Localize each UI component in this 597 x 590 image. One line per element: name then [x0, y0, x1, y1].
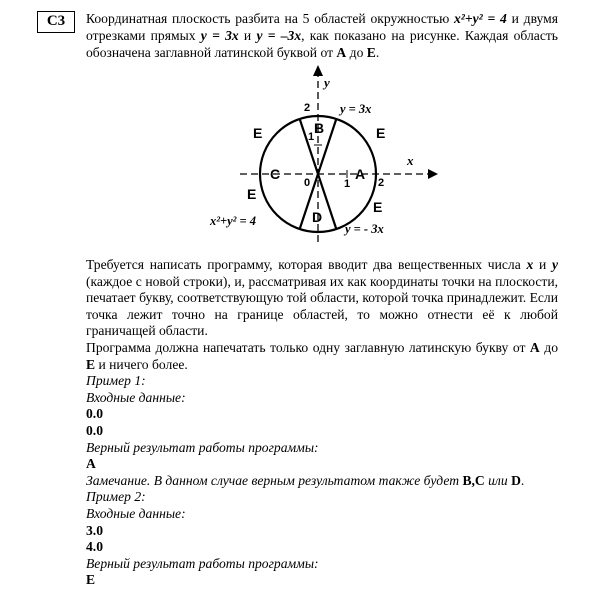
region-label-e-top-left: E — [253, 125, 263, 141]
intro-text: . — [375, 45, 380, 60]
letter-from: A — [336, 45, 347, 60]
tick-label-x-1: 1 — [344, 178, 351, 190]
example-2-input-label: Входные данные: — [86, 505, 186, 521]
circle-equation: x²+y² = 4 — [454, 11, 507, 26]
tick-label-y-2: 2 — [304, 102, 311, 114]
letter-to: E — [366, 45, 376, 60]
region-label-e-bottom-right: E — [373, 199, 383, 215]
intro-text: и — [238, 28, 257, 43]
task-intro — [86, 10, 558, 61]
line-equation-negative: y = –3x — [256, 28, 302, 43]
example-2-input-x: 3.0 — [86, 522, 103, 538]
region-label-a: A — [355, 166, 366, 182]
intro-text: , как показано на рисунке. Каждая область обозначена заглавной латинской буквой от — [86, 28, 558, 60]
axis-y-label: y — [324, 75, 330, 90]
description-paragraph-2: Программа должна напечатать только одну заглавную латинскую букву от A до E и ничего более. — [86, 339, 558, 372]
origin-label: 0 — [304, 177, 311, 189]
region-label-e-top-right: E — [376, 125, 386, 141]
axis-x-label: x — [407, 153, 414, 168]
intro-text: до — [346, 45, 367, 60]
example-2-output-label: Верный результат работы программы: — [86, 555, 319, 571]
y-axis-arrow — [313, 65, 323, 76]
coordinate-figure — [200, 62, 450, 247]
example-1-note: Замечание. В данном случае верным результатом также будет B,C или D. — [86, 472, 525, 488]
region-label-d: D — [312, 209, 323, 225]
intro-text: Координатная плоскость разбита на 5 областей окружностью — [86, 11, 454, 26]
var-y: y — [551, 257, 559, 272]
task-number-badge: C3 — [37, 11, 75, 33]
example-1-input-label: Входные данные: — [86, 389, 186, 405]
example-1-title: Пример 1: — [86, 373, 146, 389]
tick-label-y-1: 1 — [308, 131, 315, 143]
tick-label-x-2: 2 — [378, 177, 385, 189]
example-1-output-label: Верный результат работы программы: — [86, 439, 319, 455]
example-2-title: Пример 2: — [86, 489, 146, 505]
circle-label: x²+y² = 4 — [210, 214, 257, 228]
region-label-b: B — [314, 120, 325, 136]
line-label-negative: y = - 3x — [345, 222, 384, 236]
task-description — [86, 257, 558, 589]
line-equation-positive: y = 3x — [200, 28, 239, 43]
example-1-input-x: 0.0 — [86, 406, 103, 422]
example-2-output: E — [86, 572, 96, 588]
x-axis-arrow — [428, 169, 438, 179]
example-1-input-y: 0.0 — [86, 422, 103, 438]
line-label-positive: y = 3x — [340, 102, 372, 116]
example-2-input-y: 4.0 — [86, 539, 103, 555]
region-label-e-bottom-left: E — [247, 186, 257, 202]
example-1-output: A — [86, 456, 96, 472]
description-paragraph-1: Требуется написать программу, которая вводит два вещественных числа x и y (каждое с новой строки), и, рассматривая их как координаты точки на плоскости, печатает букву, соответствующую той области, которой точка принадлежит. Если точка лежит точно на границе областей, то можно отнести её к любой граничащей области. — [86, 257, 559, 339]
var-x: x — [526, 257, 534, 272]
intro-text: и двумя отрезками прямых — [86, 11, 558, 43]
region-label-c: C — [270, 166, 281, 182]
